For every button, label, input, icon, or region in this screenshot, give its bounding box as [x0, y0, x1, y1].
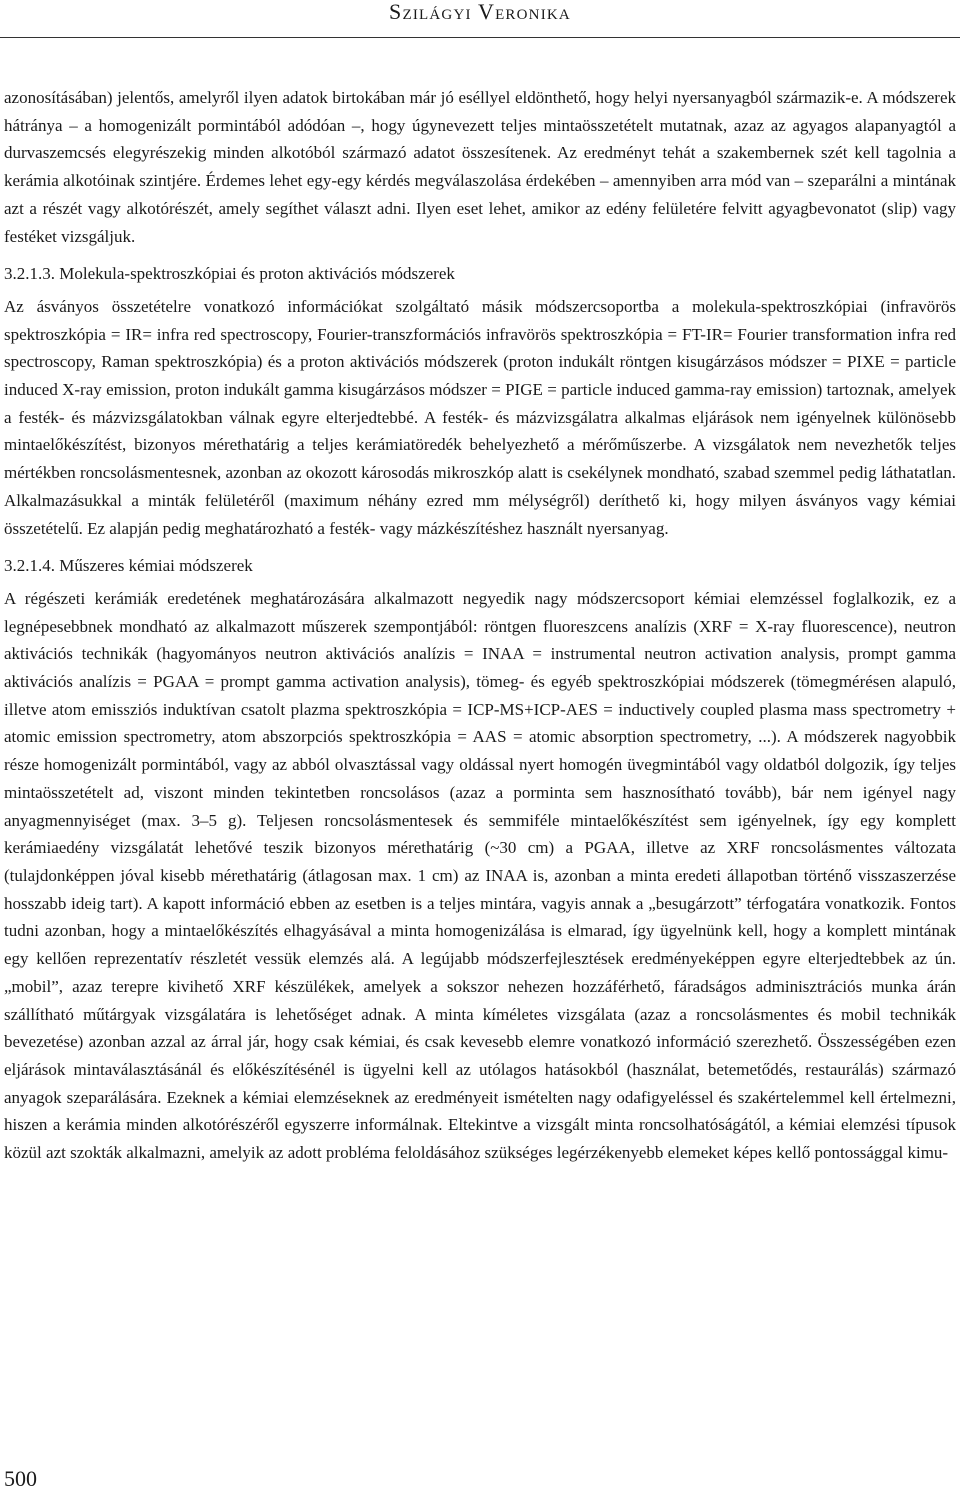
section-heading-3-2-1-3: 3.2.1.3. Molekula-spektroszkópiai és proton aktivációs módszerek	[4, 264, 455, 284]
section-paragraph-3-2-1-4: A régészeti kerámiák eredetének meghatározására alkalmazott negyedik nagy módszercsoport kémiai elemzéssel foglalkozik, ez a legnépesebbnek mondható az alkalmazott műszerek szempontjából: röntgen fluoreszcens analízis (XRF = X-ray fluorescence), neutron aktivációs technikák (hagyományos neutron aktivációs analízis = INAA = instrumental neutron activation analysis, prompt gamma aktivációs analízis = PGAA = prompt gamma activation analysis), tömeg- és egyéb spektroszkópiai módszerek (tömegmérésen alapuló, illetve atom emissziós induktívan csatolt plazma spektroszkópia = ICP-MS+ICP-AES = inductively coupled plasma mass spectrometry + atomic emission spectrometry, atom abszorpciós spektroszkópia = AAS = atomic absorption spectrometry, ...). A módszerek nagyobbik része homogenizált pormintából, vagy az abból olvasztással vagy oldással nyert homogén üvegmintából vagy oldatból dolgozik, így teljes mintaösszetételt ad, viszont minden tekintetben roncsolásos (azaz a porminta sem hasznosítható tovább), bár nem igényel nagy anyagmennyiséget (max. 3–5 g). Teljesen roncsolásmentesek és semmiféle mintaelőkészítést sem igényelnek, így egy komplett kerámiaedény vizsgálatát lehetővé teszik bizonyos mérethatárig (~30 cm) a PGAA, illetve az XRF roncsolásmentes változata (tulajdonképpen jóval kisebb mérethatárig (átlagosan max. 1 cm) az INAA is, azonban a minta eredeti állapotban történő visszaszerzése hosszabb ideig tart). A kapott információ ebben az esetben is a teljes mintára, vagyis annak a „besugárzott” térfogatára vonatkozik. Fontos tudni azonban, hogy a mintaelőkészítés elhagyásával a minta homogenizálása is elmarad, így ügyelnünk kell, hogy a komplett mintának egy kellően reprezentatív részletét vessük elemzés alá. A legújabb módszerfejlesztések eredményeképpen egyre elterjedtebbek az ún. „mobil”, azaz terepre kivihető XRF készülékek, amelyek a sokszor nehezen hozzáférhető, fáradságos adminisztrációs munka árán szállítható műtárgyak vizsgálatára is lehetőséget adnak. A minta kíméletes vizsgálata (azaz a roncsolásmentes és mobil technikák bevezetése) azonban azzal az árral jár, hogy csak kémiai, és csak kevesebb elemre vonatkozó információ szerezhető. Összességében ezen eljárások mintaválasztásánál és előkészítésénél is ügyelni kell az utólagos hatásokból (használat, betemetődés, restaurálás) származó anyagok szeparálására. Ezeknek a kémiai elemzéseknek az eredményeit ismételten nagy odafigyeléssel és szakértelemmel kell értelmezni, hiszen a kerámia minden alkotórészéről egyszerre informálnak. Eltekintve a vizsgált minta roncsolhatóságától, a kémiai elemzési típusok közül azt szokták alkalmazni, amelyik az adott probléma feloldásához szükséges legérzékenyebb elemeket képes kellő pontossággal kimu-	[4, 588, 956, 1163]
running-head: Szilágyi Veronika	[389, 0, 571, 24]
section-paragraph-3-2-1-3: Az ásványos összetételre vonatkozó információkat szolgáltató másik módszercsoportba a molekula-spektroszkópiai (infravörös spektroszkópia = IR= infra red spectroscopy, Fourier-transzformációs infravörös spektroszkópia = FT-IR= Fourier transformation infra red spectroscopy, Raman spektroszkópia) és a proton aktivációs módszerek (proton indukált röntgen kisugárzásos módszer = PIXE = particle induced X-ray emission, proton indukált gamma kisugárzásos módszer = PIGE = particle induced gamma-ray emission) tartoznak, amelyek a festék- és mázvizsgálatokban válnak egyre elterjedtebbé. A festék- és mázvizsgálatra alkalmas eljárások nem igényelnek különösebb mintaelőkészítést, bizonyos mérethatárig a teljes kerámiatöredék behelyezhető a mérőműszerbe. A vizsgálatok nem nevezhetők teljes mértékben roncsolásmentesnek, azonban az okozott károsodás mikroszkóp alatt is csekélynek mondható, szabad szemmel pedig láthatatlan. Alkalmazásukkal a minták felületéről (maximum néhány ezred mm mélységről) deríthető ki, hogy milyen ásványos vagy kémiai összetételű. Ez alapján pedig meghatározható a festék- vagy mázkészítéshez használt nyersanyag.	[4, 296, 956, 538]
header-rule	[0, 37, 960, 38]
section-heading-3-2-1-4: 3.2.1.4. Műszeres kémiai módszerek	[4, 556, 253, 576]
page-number: 500	[4, 1466, 37, 1491]
paragraph-continuation: azonosításában) jelentős, amelyről ilyen adatok birtokában már jó eséllyel eldönthető, hogy helyi nyersanyagból származik-e. A módszerek hátránya – a homogenizált pormintából adódóan –, hogy úgynevezett teljes mintaösszetételt mutatnak, azaz az agyagos alapanyagtól a durvaszemcsés elegyrészekig minden alkotóból származó adatot összesítenek. Az eredményt tehát a szakembernek szét kell tagolnia a kerámia alkotóinak szintjére. Érdemes lehet egy-egy kérdés megválaszolása érdekében – amennyiben arra mód van – szeparálni a mintának azt a részét vagy alkotórészét, amely segíthet választ adni. Ilyen eset lehet, amikor az edény felületére felvitt agyagbevonatot (slip) vagy festéket vizsgáljuk.	[4, 88, 956, 246]
page-body	[4, 84, 956, 1167]
